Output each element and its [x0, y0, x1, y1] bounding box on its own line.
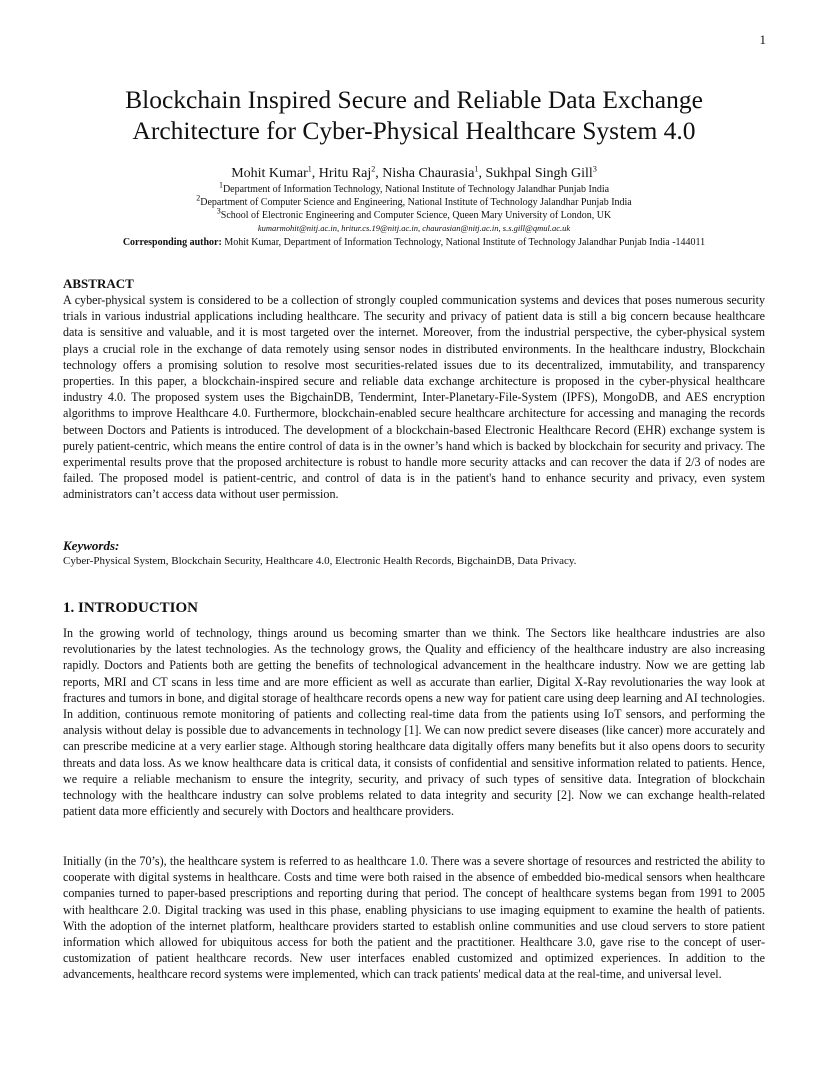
affiliation-sup: 1: [218, 180, 223, 190]
abstract-heading: ABSTRACT: [63, 276, 134, 291]
affiliation-sup: 3: [216, 206, 221, 216]
section-heading-introduction: 1. INTRODUCTION: [63, 600, 199, 616]
affiliation: [40, 193, 788, 209]
page-number: 1: [759, 32, 766, 47]
title-line-2: Architecture for Cyber-Physical Healthcare System 4.0: [132, 116, 696, 145]
author-name: Nisha Chaurasia: [382, 166, 475, 181]
affiliation: [40, 180, 788, 196]
author-name: Hritu Raj: [318, 166, 372, 181]
author-affil-sup: 1: [474, 164, 479, 174]
intro-paragraph-1: In the growing world of technology, things around us becoming smarter than we think. The Sectors like healthcare industries are also revolutionaries by the latest technologies. As the technology grows, the Quality and efficiency of the healthcare industry are also increasing rapidly. Doctors and Patients both are getting the benefits of technological advancement in the healthcare industry. Now we are getting lab reports, MRI and CT scans in less time and are more efficient as well as accurate than earlier, Digital X-Ray revolutionaries the way look at fractures and tumors in bone, and digital storage of healthcare records opens a new way for patient care using deep learning and AI technologies. In addition, continuous remote monitoring of patients and collecting real-time data from the patients using IoT sensors, and performing the analysis without delay is possible due to advancements in technology [1]. We can now predict severe diseases (like cancer) more accurately and can prescribe medicine at a very earlier stage. Although storing healthcare data digitally offers many benefits but it also opens doors to security threats and data loss. As we know healthcare data is critical data, it consists of confidential and sensitive information related to patients. Hence, we require a reliable mechanism to ensure the integrity, security, and privacy of such types of sensitive data. Integration of blockchain technology with the healthcare industry can solve problems related to data integrity and security [2]. Now we can exchange health-related patient data more efficiently and securely with Doctors and healthcare providers.: [63, 626, 765, 819]
affiliation: [40, 206, 788, 222]
affiliation-text: Department of Computer Science and Engineering, National Institute of Technology Jalandhar Punjab India: [200, 197, 632, 208]
author-name: Sukhpal Singh Gill: [485, 166, 593, 181]
title-line-1: Blockchain Inspired Secure and Reliable Data Exchange: [125, 85, 703, 114]
author-name: Mohit Kumar: [231, 166, 308, 181]
intro-paragraph-2: Initially (in the 70’s), the healthcare system is referred to as healthcare 1.0. There was a severe shortage of resources and restricted the ability to cooperate with digital systems in healthcare. Costs and time were both raised in the absence of embedded bio-medical sensors when healthcare companies turned to paper-based prescriptions and reporting during that period. The concept of healthcare systems began from 1991 to 2005 with healthcare 2.0. Digital tracking was used in this phase, enabling physicians to use imaging equipment to examine the health of patients. With the adoption of the internet platform, healthcare providers started to establish online communities and use cloud servers to store patient information which allowed for ubiquitous access for both the patient and the practitioner. Healthcare 3.0, gave rise to the concept of user-customization of patient healthcare records. New user interfaces enabled customized and optimized experiences. In addition to the advancements, healthcare record systems were implemented, which can track patients' medical data at the real-time, and universal level.: [63, 854, 765, 982]
corresponding-label: Corresponding author:: [122, 237, 222, 248]
keywords-heading: Keywords:: [63, 538, 120, 553]
author-affil-sup: 3: [592, 164, 597, 174]
author-affil-sup: 1: [307, 164, 312, 174]
author-emails: kumarmohit@nitj.ac.in, hritur.cs.19@nitj.ac.in, chaurasian@nitj.ac.in, s.s.gill@qmul.ac.uk: [257, 223, 571, 233]
affiliation-text: Department of Information Technology, National Institute of Technology Jalandhar Punjab India: [222, 184, 610, 195]
affiliation-sup: 2: [196, 193, 201, 203]
corresponding-author: [40, 236, 788, 249]
author-list: Mohit Kumar$^1$, Hritu Raj$^2$, Nisha Chaurasia$^1$, Sukhpal Singh Gill$^3$: [231, 164, 597, 181]
author-affil-sup: 2: [371, 164, 376, 174]
keywords-text: Cyber-Physical System, Blockchain Security, Healthcare 4.0, Electronic Health Records, BigchainDB, Data Privacy.: [63, 555, 577, 567]
paper-title: [40, 84, 788, 146]
abstract-text: A cyber-physical system is considered to be a collection of strongly coupled communication systems and devices that poses numerous security trials in various industrial applications including healthcare. The security and privacy of patient data is still a big concern because healthcare data is sensitive and valuable, and it is most targeted over the internet. Moreover, from the industrial perspective, the cyber-physical system plays a crucial role in the exchange of data remotely using sensor nodes in distributed environments. In the healthcare industry, Blockchain technology offers a promising solution to resolve most securities-related issues due to its decentralized, immutability, and transparency properties. In this paper, a blockchain-inspired secure and reliable data exchange architecture is proposed in the cyber-physical healthcare industry 4.0. The proposed system uses the BigchainDB, Tendermint, Inter-Planetary-File-System (IPFS), MongoDB, and AES encryption algorithms to improve Healthcare 4.0. Furthermore, blockchain-enabled secure healthcare architecture for accessing and managing the records between Doctors and Patients is introduced. The development of a blockchain-based Electronic Healthcare Record (EHR) exchange system is purely patient-centric, which means the entire control of data is in the owner’s hand which is backed by blockchain for security and privacy. The experimental results prove that the proposed architecture is robust to handle more security attacks and can recover the data if 2/3 of nodes are failed. The proposed model is patient-centric, and control of data is in the patient's hand to enhance security and privacy, even system administrators can’t access data without user permission.: [63, 293, 765, 502]
affiliation-text: School of Electronic Engineering and Computer Science, Queen Mary University of London, UK: [220, 210, 612, 221]
corresponding-text: Mohit Kumar, Department of Information Technology, National Institute of Technology Jalandhar Punjab India -144011: [224, 237, 706, 248]
